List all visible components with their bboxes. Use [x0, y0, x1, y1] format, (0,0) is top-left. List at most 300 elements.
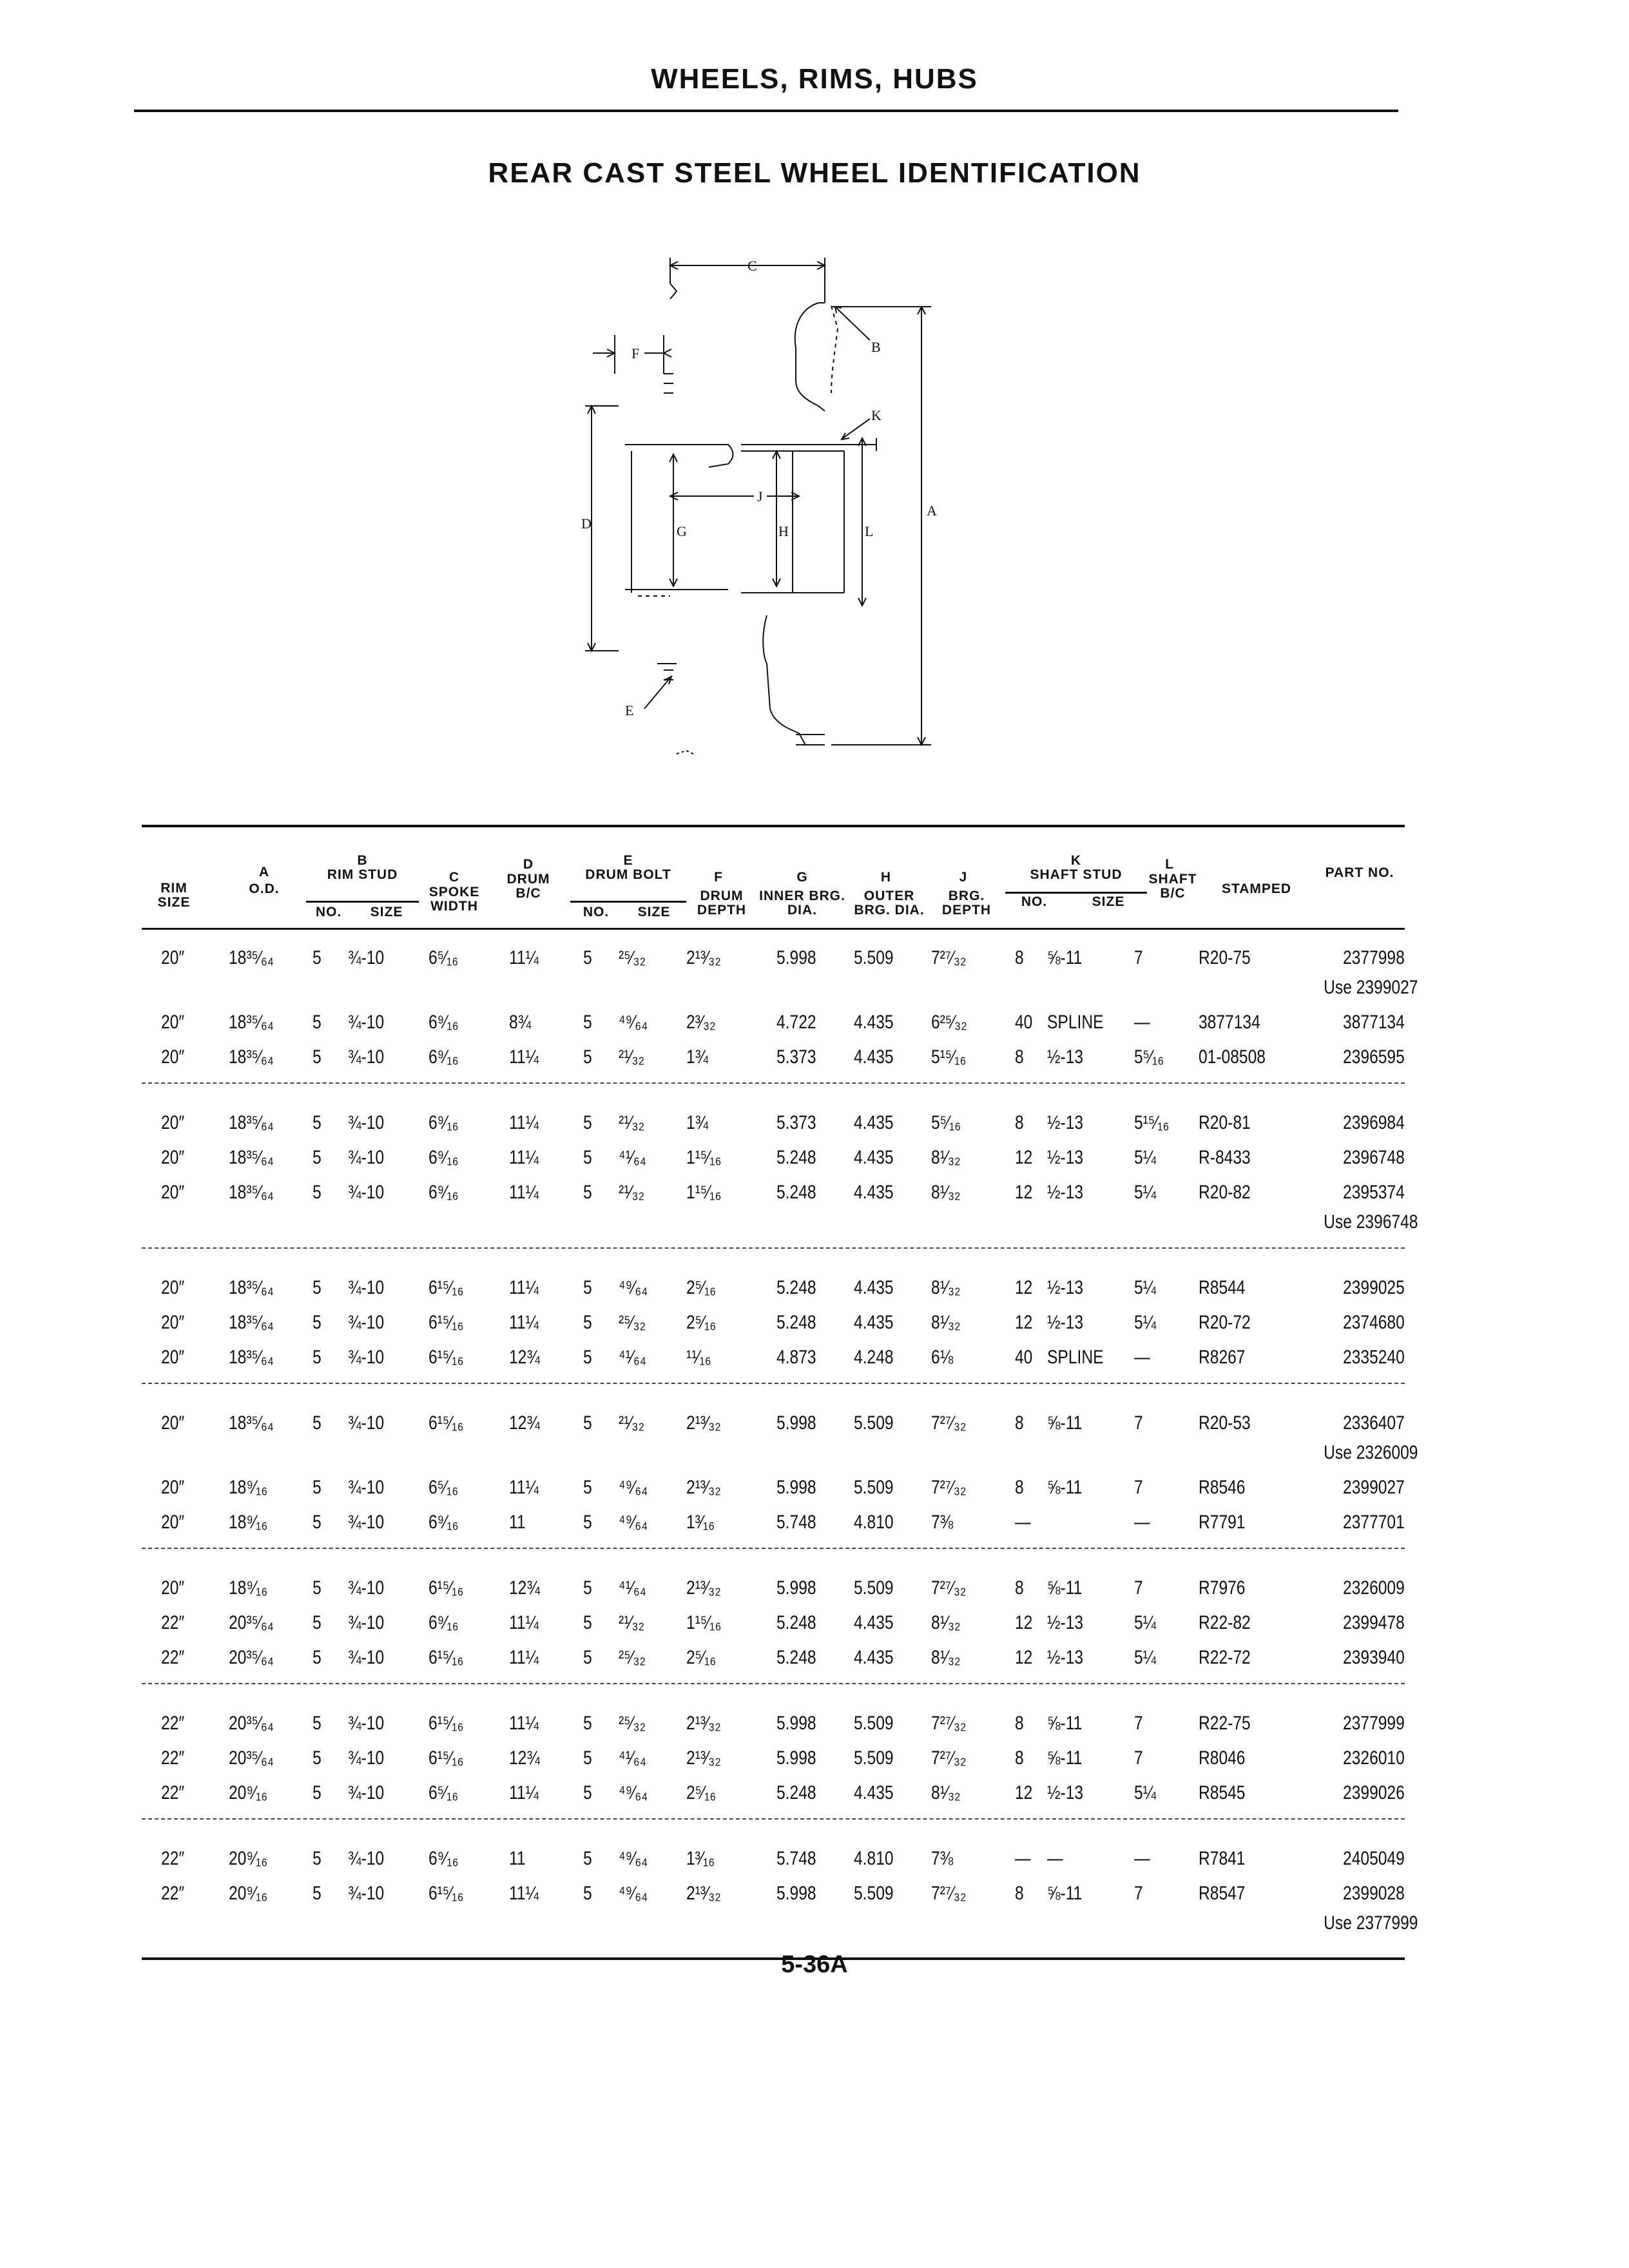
cell-e-no: 5 [583, 1577, 592, 1599]
cell-j: 7²⁷⁄₃₂ [931, 1577, 967, 1599]
cell-k-size: ½-13 [1047, 1782, 1084, 1803]
cell-b-no: 5 [313, 1713, 322, 1734]
cell-c: 6¹⁵⁄₁₆ [429, 1347, 464, 1368]
cell-h: 4.435 [854, 1782, 894, 1803]
cell-l: 5¼ [1134, 1647, 1157, 1668]
cell-h: 4.248 [854, 1347, 894, 1368]
cell-part: 2326010 [1343, 1747, 1405, 1769]
cell-stamped: R8267 [1199, 1347, 1246, 1368]
cell-k-size: ⅝-11 [1047, 1577, 1083, 1599]
cell-h: 4.435 [854, 1612, 894, 1633]
cell-c: 6⁹⁄₁₆ [429, 1046, 459, 1068]
cell-b-no: 5 [313, 1747, 322, 1769]
cell-c: 6¹⁵⁄₁₆ [429, 1277, 464, 1298]
col-letter-j: J [959, 870, 968, 885]
cell-k-no: 8 [1015, 1713, 1024, 1734]
cell-k-no: 8 [1015, 1412, 1024, 1434]
cell-od: 20⁹⁄₁₆ [229, 1848, 268, 1869]
cell-h: 4.810 [854, 1848, 894, 1869]
cell-e-no: 5 [583, 1012, 592, 1033]
cell-f: 1¾ [686, 1112, 709, 1133]
cell-stamped: 3877134 [1199, 1012, 1260, 1033]
col-letter-k: K [1070, 853, 1082, 868]
cell-part: 2377999 [1343, 1713, 1405, 1734]
cell-f: 2⁵⁄₁₆ [686, 1277, 717, 1298]
table-rule [142, 928, 1405, 930]
cell-part: 2336407 [1343, 1412, 1405, 1434]
cell-c: 6⁹⁄₁₆ [429, 1147, 459, 1168]
cell-b-no: 5 [313, 1848, 322, 1869]
col-letter-c: C [448, 870, 460, 885]
cell-j: 8¹⁄₃₂ [931, 1147, 961, 1168]
cell-f: 2³⁄₃₂ [686, 1012, 716, 1033]
section-title: REAR CAST STEEL WHEEL IDENTIFICATION [488, 157, 1141, 189]
cell-rim: 22″ [161, 1848, 185, 1869]
cell-k-no: 12 [1015, 1147, 1033, 1168]
cell-part: 2399026 [1343, 1782, 1405, 1803]
cell-f: 2¹³⁄₃₂ [686, 1883, 721, 1904]
cell-l: 5¼ [1134, 1612, 1157, 1633]
cell-g: 5.748 [776, 1848, 816, 1869]
cell-e-no: 5 [583, 1647, 592, 1668]
cell-l: 7 [1134, 1477, 1143, 1498]
col-header-inner-brg: INNER BRG. DIA. [759, 889, 845, 918]
cell-b-size: ¾-10 [348, 1747, 385, 1769]
cell-g: 5.248 [776, 1612, 816, 1633]
cell-e-no: 5 [583, 1147, 592, 1168]
col-letter-f: F [714, 870, 723, 885]
cell-rim: 20″ [161, 1347, 185, 1368]
cell-j: 8¹⁄₃₂ [931, 1312, 961, 1333]
col-header-drum-bolt-size: SIZE [637, 905, 671, 919]
cell-k-no: 12 [1015, 1782, 1033, 1803]
cell-e-no: 5 [583, 1347, 592, 1368]
cell-l: 5¼ [1134, 1782, 1157, 1803]
cell-e-size: ²¹⁄₃₂ [619, 1412, 645, 1434]
cell-h: 5.509 [854, 1883, 894, 1904]
cell-c: 6¹⁵⁄₁₆ [429, 1883, 464, 1904]
cell-h: 4.435 [854, 1012, 894, 1033]
cell-j: 7²⁷⁄₃₂ [931, 1713, 967, 1734]
diagram-label-h: H [778, 523, 789, 539]
cell-k-size: SPLINE [1047, 1347, 1104, 1368]
group-separator [142, 1383, 1405, 1384]
group-separator [142, 1082, 1405, 1084]
cell-h: 5.509 [854, 947, 894, 968]
cell-k-no: 8 [1015, 1046, 1024, 1068]
cell-b-size: ¾-10 [348, 1848, 385, 1869]
cell-b-no: 5 [313, 1612, 322, 1633]
cell-stamped: R8545 [1199, 1782, 1246, 1803]
cell-k-size: ½-13 [1047, 1277, 1084, 1298]
col-header-shaft-stud: SHAFT STUD [1030, 867, 1123, 882]
cell-j: 5⁵⁄₁₆ [931, 1112, 961, 1133]
cell-l: 5¼ [1134, 1277, 1157, 1298]
diagram-label-a: A [927, 503, 937, 519]
cell-b-no: 5 [313, 1112, 322, 1133]
cell-stamped: R7841 [1199, 1848, 1246, 1869]
cell-e-no: 5 [583, 1512, 592, 1533]
cell-g: 4.722 [776, 1012, 816, 1033]
cell-od: 20³⁵⁄₆₄ [229, 1647, 274, 1668]
cell-e-size: ²¹⁄₃₂ [619, 1046, 645, 1068]
cell-c: 6¹⁵⁄₁₆ [429, 1713, 464, 1734]
col-header-outer-brg: OUTER BRG. DIA. [854, 889, 925, 918]
cell-part: 2377998 [1343, 947, 1405, 968]
cell-b-no: 5 [313, 1412, 322, 1434]
cell-k-no: 8 [1015, 947, 1024, 968]
col-header-drum-depth: DRUM DEPTH [697, 889, 747, 918]
cell-d: 11¼ [509, 1612, 539, 1633]
cell-f: 1¹⁵⁄₁₆ [686, 1612, 722, 1633]
cell-e-no: 5 [583, 1883, 592, 1904]
cell-k-no: — [1015, 1512, 1031, 1533]
cell-b-size: ¾-10 [348, 1012, 385, 1033]
diagram-label-g: G [677, 523, 687, 539]
cell-l: 5¼ [1134, 1147, 1157, 1168]
cell-g: 5.748 [776, 1512, 816, 1533]
cell-k-size: ½-13 [1047, 1647, 1084, 1668]
cell-g: 5.248 [776, 1312, 816, 1333]
cell-d: 11¼ [509, 1277, 539, 1298]
col-header-rim-stud-no: NO. [315, 905, 342, 919]
cell-j: 7⅜ [931, 1512, 954, 1533]
col-letter-l: L [1165, 857, 1174, 872]
cell-d: 11¼ [509, 1477, 539, 1498]
cell-part: 2399027 [1343, 1477, 1405, 1498]
cell-h: 5.509 [854, 1477, 894, 1498]
col-letter-d: D [523, 857, 534, 872]
cell-e-size: ⁴¹⁄₆₄ [619, 1147, 646, 1168]
cell-h: 4.435 [854, 1046, 894, 1068]
cell-part: 2399478 [1343, 1612, 1405, 1633]
cell-e-size: ²¹⁄₃₂ [619, 1182, 645, 1203]
cell-l: — [1134, 1848, 1150, 1869]
cell-od: 18⁹⁄₁₆ [229, 1512, 268, 1533]
col-header-drum-bolt: DRUM BOLT [585, 867, 671, 882]
cell-e-no: 5 [583, 1747, 592, 1769]
cell-d: 12¾ [509, 1747, 540, 1769]
col-header-spoke-width: SPOKE WIDTH [429, 885, 480, 914]
cell-e-no: 5 [583, 1112, 592, 1133]
cell-k-size: SPLINE [1047, 1012, 1104, 1033]
cell-k-size: ½-13 [1047, 1046, 1084, 1068]
cell-e-size: ²⁵⁄₃₂ [619, 1312, 646, 1333]
cell-b-size: ¾-10 [348, 1412, 385, 1434]
cell-f: 1¹⁵⁄₁₆ [686, 1147, 722, 1168]
cell-b-no: 5 [313, 1182, 322, 1203]
cell-od: 18⁹⁄₁₆ [229, 1477, 268, 1498]
cell-od: 20⁹⁄₁₆ [229, 1782, 268, 1803]
cell-stamped: R22-82 [1199, 1612, 1251, 1633]
cell-c: 6¹⁵⁄₁₆ [429, 1747, 464, 1769]
cell-rim: 20″ [161, 1477, 185, 1498]
cell-e-size: ⁴¹⁄₆₄ [619, 1577, 646, 1599]
col-letter-b: B [357, 853, 368, 868]
cell-part: 2396595 [1343, 1046, 1405, 1068]
cell-e-no: 5 [583, 1477, 592, 1498]
cell-g: 4.873 [776, 1347, 816, 1368]
cell-h: 4.435 [854, 1147, 894, 1168]
cell-g: 5.248 [776, 1182, 816, 1203]
cell-b-no: 5 [313, 947, 322, 968]
cell-g: 5.248 [776, 1647, 816, 1668]
cell-od: 18³⁵⁄₆₄ [229, 1347, 274, 1368]
cell-d: 11¼ [509, 1782, 539, 1803]
cell-l: 5¼ [1134, 1312, 1157, 1333]
cell-f: 1³⁄₁₆ [686, 1512, 715, 1533]
cell-g: 5.998 [776, 1477, 816, 1498]
cell-l: 5¼ [1134, 1182, 1157, 1203]
cell-e-no: 5 [583, 1713, 592, 1734]
cell-f: 2⁵⁄₁₆ [686, 1782, 717, 1803]
cell-g: 5.373 [776, 1046, 816, 1068]
cell-rim: 22″ [161, 1883, 185, 1904]
cell-k-size: ½-13 [1047, 1147, 1084, 1168]
col-header-brg-depth: BRG. DEPTH [941, 889, 992, 918]
group-separator [142, 1247, 1405, 1249]
cell-l: 5¹⁵⁄₁₆ [1134, 1112, 1170, 1133]
cell-note: Use 2377999 [1323, 1912, 1418, 1934]
cell-od: 18³⁵⁄₆₄ [229, 947, 274, 968]
group-separator [142, 1548, 1405, 1549]
cell-e-size: ²¹⁄₃₂ [619, 1112, 645, 1133]
cell-b-size: ¾-10 [348, 1612, 385, 1633]
cell-e-no: 5 [583, 1277, 592, 1298]
cell-k-no: 8 [1015, 1112, 1024, 1133]
cell-b-size: ¾-10 [348, 1312, 385, 1333]
cell-b-no: 5 [313, 1012, 322, 1033]
cell-g: 5.373 [776, 1112, 816, 1133]
cell-h: 4.435 [854, 1277, 894, 1298]
cell-j: 7²⁷⁄₃₂ [931, 1477, 967, 1498]
cell-part: 2335240 [1343, 1347, 1405, 1368]
cell-rim: 22″ [161, 1713, 185, 1734]
cell-od: 20³⁵⁄₆₄ [229, 1713, 274, 1734]
cell-e-size: ⁴⁹⁄₆₄ [619, 1782, 648, 1803]
cell-stamped: R22-72 [1199, 1647, 1251, 1668]
cell-stamped: R8046 [1199, 1747, 1246, 1769]
cell-rim: 20″ [161, 1112, 185, 1133]
col-header-rim-stud: RIM STUD [327, 867, 398, 882]
cell-f: 2⁵⁄₁₆ [686, 1647, 717, 1668]
diagram-label-b: B [871, 339, 881, 355]
cell-l: 7 [1134, 1577, 1143, 1599]
cell-b-no: 5 [313, 1277, 322, 1298]
col-header-drum-bc: DRUM B/C [506, 872, 550, 901]
cell-d: 8¾ [509, 1012, 532, 1033]
cell-k-no: 8 [1015, 1577, 1024, 1599]
cell-stamped: R20-53 [1199, 1412, 1251, 1434]
cell-b-size: ¾-10 [348, 1512, 385, 1533]
cell-rim: 20″ [161, 1046, 185, 1068]
cell-e-size: ⁴⁹⁄₆₄ [619, 1848, 648, 1869]
cell-c: 6⁹⁄₁₆ [429, 1612, 459, 1633]
cell-stamped: R8547 [1199, 1883, 1246, 1904]
cell-j: 6⅛ [931, 1347, 954, 1368]
cell-k-size: ⅝-11 [1047, 947, 1083, 968]
cell-d: 12¾ [509, 1412, 540, 1434]
cell-od: 18³⁵⁄₆₄ [229, 1277, 274, 1298]
cell-part: 2326009 [1343, 1577, 1405, 1599]
cell-rim: 20″ [161, 1577, 185, 1599]
cell-l: — [1134, 1347, 1150, 1368]
cell-f: 2¹³⁄₃₂ [686, 947, 721, 968]
cell-rim: 20″ [161, 1512, 185, 1533]
cell-e-no: 5 [583, 1182, 592, 1203]
cell-g: 5.248 [776, 1782, 816, 1803]
cell-k-size: ½-13 [1047, 1312, 1084, 1333]
cell-e-size: ⁴⁹⁄₆₄ [619, 1277, 648, 1298]
cell-od: 18⁹⁄₁₆ [229, 1577, 268, 1599]
cell-k-no: 12 [1015, 1182, 1033, 1203]
cell-e-size: ²⁵⁄₃₂ [619, 1647, 646, 1668]
cell-l: 7 [1134, 947, 1143, 968]
cell-j: 6²⁵⁄₃₂ [931, 1012, 967, 1033]
cell-j: 8¹⁄₃₂ [931, 1277, 961, 1298]
cell-part: 2399028 [1343, 1883, 1405, 1904]
cell-c: 6⁹⁄₁₆ [429, 1012, 459, 1033]
diagram-label-c: C [747, 258, 757, 274]
cell-l: 5⁵⁄₁₆ [1134, 1046, 1164, 1068]
cell-f: 2⁵⁄₁₆ [686, 1312, 717, 1333]
col-letter-a: A [258, 865, 270, 879]
cell-rim: 20″ [161, 1147, 185, 1168]
table-rule [570, 901, 686, 903]
cell-k-no: — [1015, 1848, 1031, 1869]
cell-od: 18³⁵⁄₆₄ [229, 1147, 274, 1168]
cell-k-no: 8 [1015, 1477, 1024, 1498]
cell-b-no: 5 [313, 1046, 322, 1068]
cell-od: 18³⁵⁄₆₄ [229, 1412, 274, 1434]
cell-g: 5.998 [776, 1747, 816, 1769]
cell-j: 8¹⁄₃₂ [931, 1647, 961, 1668]
cell-stamped: R20-75 [1199, 947, 1251, 968]
cell-k-size: ⅝-11 [1047, 1713, 1083, 1734]
cell-b-size: ¾-10 [348, 1883, 385, 1904]
cell-k-size: ⅝-11 [1047, 1747, 1083, 1769]
cell-part: 2377701 [1343, 1512, 1405, 1533]
cell-j: 7²⁷⁄₃₂ [931, 1412, 967, 1434]
cell-part: 2395374 [1343, 1182, 1405, 1203]
cell-b-size: ¾-10 [348, 1112, 385, 1133]
cell-e-size: ⁴⁹⁄₆₄ [619, 1012, 648, 1033]
cell-d: 11¼ [509, 1713, 539, 1734]
cell-c: 6⁹⁄₁₆ [429, 1848, 459, 1869]
cell-b-size: ¾-10 [348, 1046, 385, 1068]
col-letter-e: E [623, 853, 633, 868]
cell-h: 4.810 [854, 1512, 894, 1533]
cell-f: 1¹⁵⁄₁₆ [686, 1182, 722, 1203]
cell-note: Use 2326009 [1323, 1442, 1418, 1463]
cell-h: 5.509 [854, 1713, 894, 1734]
table-rule [142, 825, 1405, 827]
cell-note: Use 2399027 [1323, 977, 1418, 998]
cell-j: 7²⁷⁄₃₂ [931, 1883, 967, 1904]
cell-k-no: 12 [1015, 1312, 1033, 1333]
cell-part: 2399025 [1343, 1277, 1405, 1298]
cell-e-size: ²⁵⁄₃₂ [619, 947, 646, 968]
col-header-part-no: PART NO. [1325, 865, 1394, 880]
cell-e-no: 5 [583, 947, 592, 968]
cell-l: 7 [1134, 1883, 1143, 1904]
cell-g: 5.248 [776, 1277, 816, 1298]
cell-f: 2¹³⁄₃₂ [686, 1412, 721, 1434]
cell-k-size: ⅝-11 [1047, 1477, 1083, 1498]
cell-k-size: ½-13 [1047, 1182, 1084, 1203]
cell-e-no: 5 [583, 1612, 592, 1633]
cell-b-no: 5 [313, 1347, 322, 1368]
cell-part: 2396984 [1343, 1112, 1405, 1133]
cell-c: 6¹⁵⁄₁₆ [429, 1412, 464, 1434]
cell-part: 3877134 [1343, 1012, 1405, 1033]
cell-j: 7⅜ [931, 1848, 954, 1869]
cell-j: 8¹⁄₃₂ [931, 1182, 961, 1203]
cell-h: 5.509 [854, 1747, 894, 1769]
cell-j: 5¹⁵⁄₁₆ [931, 1046, 967, 1068]
cell-e-size: ⁴⁹⁄₆₄ [619, 1512, 648, 1533]
cell-g: 5.998 [776, 1412, 816, 1434]
cell-g: 5.998 [776, 947, 816, 968]
cell-c: 6⁹⁄₁₆ [429, 1512, 459, 1533]
cell-g: 5.998 [776, 1577, 816, 1599]
cell-b-no: 5 [313, 1883, 322, 1904]
page-title: WHEELS, RIMS, HUBS [651, 63, 978, 95]
cell-rim: 20″ [161, 1412, 185, 1434]
cell-c: 6⁹⁄₁₆ [429, 1112, 459, 1133]
cell-k-no: 12 [1015, 1647, 1033, 1668]
cell-k-size: ⅝-11 [1047, 1412, 1083, 1434]
cell-e-size: ²⁵⁄₃₂ [619, 1713, 646, 1734]
cell-f: 2¹³⁄₃₂ [686, 1747, 721, 1769]
cell-k-no: 12 [1015, 1277, 1033, 1298]
cell-g: 5.248 [776, 1147, 816, 1168]
col-header-rim-size: RIM SIZE [157, 881, 191, 910]
col-header-rim-stud-size: SIZE [370, 905, 403, 919]
cell-stamped: R8546 [1199, 1477, 1246, 1498]
cell-k-size: ⅝-11 [1047, 1883, 1083, 1904]
cell-b-size: ¾-10 [348, 947, 385, 968]
cell-f: 2¹³⁄₃₂ [686, 1713, 721, 1734]
cell-d: 11¼ [509, 1182, 539, 1203]
cell-c: 6⁹⁄₁₆ [429, 1182, 459, 1203]
cell-part: 2374680 [1343, 1312, 1405, 1333]
cell-c: 6¹⁵⁄₁₆ [429, 1577, 464, 1599]
col-header-stamped: STAMPED [1221, 881, 1292, 896]
cell-od: 20³⁵⁄₆₄ [229, 1747, 274, 1769]
cell-b-no: 5 [313, 1147, 322, 1168]
cell-b-no: 5 [313, 1577, 322, 1599]
cell-rim: 20″ [161, 1277, 185, 1298]
cell-k-size: ½-13 [1047, 1112, 1084, 1133]
cell-l: — [1134, 1012, 1150, 1033]
cell-c: 6¹⁵⁄₁₆ [429, 1647, 464, 1668]
cell-b-no: 5 [313, 1312, 322, 1333]
cell-h: 5.509 [854, 1577, 894, 1599]
cell-rim: 20″ [161, 1182, 185, 1203]
cell-b-no: 5 [313, 1477, 322, 1498]
cell-k-size: — [1047, 1848, 1063, 1869]
wheel-identification-table [142, 825, 1418, 1934]
cell-d: 12¾ [509, 1347, 540, 1368]
cell-stamped: R22-75 [1199, 1713, 1251, 1734]
cell-stamped: R7976 [1199, 1577, 1246, 1599]
cell-h: 5.509 [854, 1412, 894, 1434]
cell-stamped: R20-81 [1199, 1112, 1251, 1133]
col-letter-g: G [796, 870, 808, 885]
diagram-label-k: K [871, 407, 882, 423]
cell-e-no: 5 [583, 1312, 592, 1333]
